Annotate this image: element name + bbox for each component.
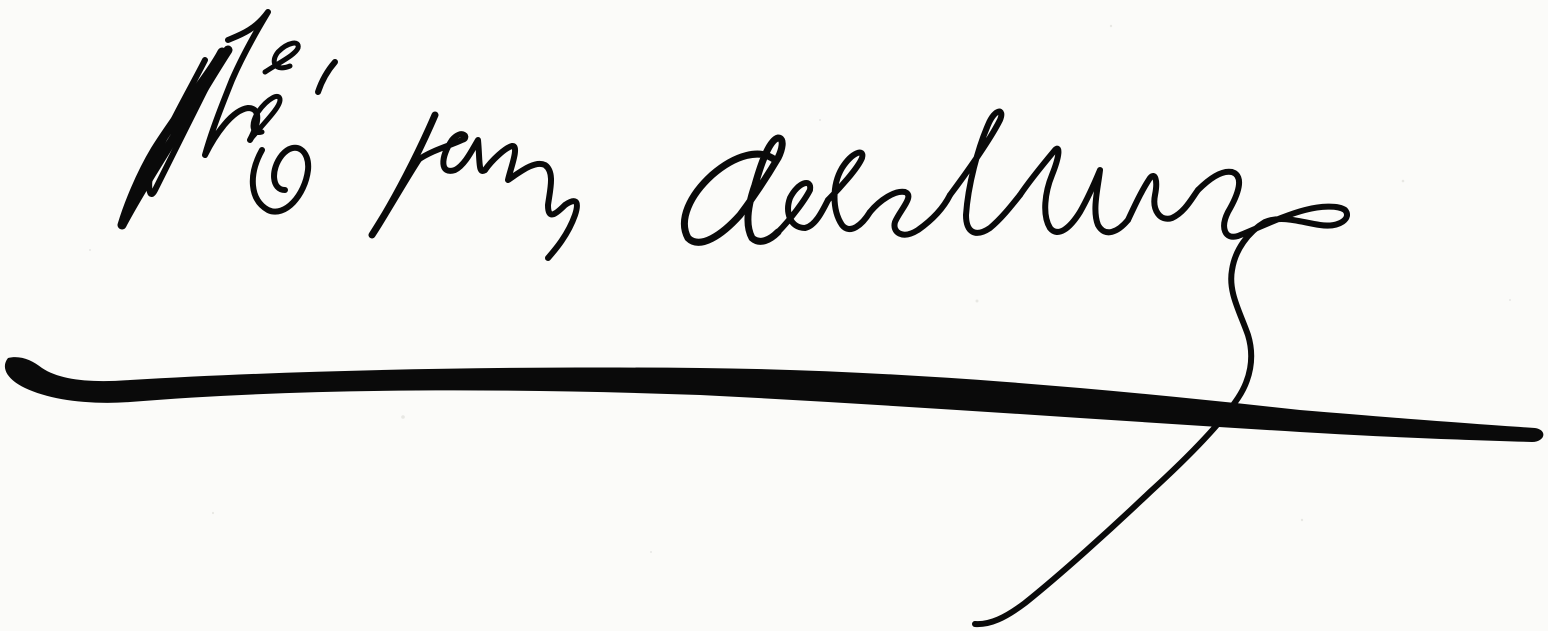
signature-strokes [5,12,1543,624]
stroke-o [253,148,308,212]
stroke-d [684,138,782,242]
stroke-u [1020,149,1128,233]
stroke-a [418,134,485,171]
stroke-e-top [265,43,298,72]
stroke-b [950,112,1020,233]
stroke-n [485,146,577,258]
stroke-v [372,115,435,235]
stroke-r [1128,176,1198,220]
underline-flourish [5,357,1543,442]
stroke-o2 [778,183,828,232]
stroke-s [870,192,950,235]
stroke-e [250,96,280,140]
stroke-e2 [828,153,870,230]
stroke-accent [318,62,335,92]
